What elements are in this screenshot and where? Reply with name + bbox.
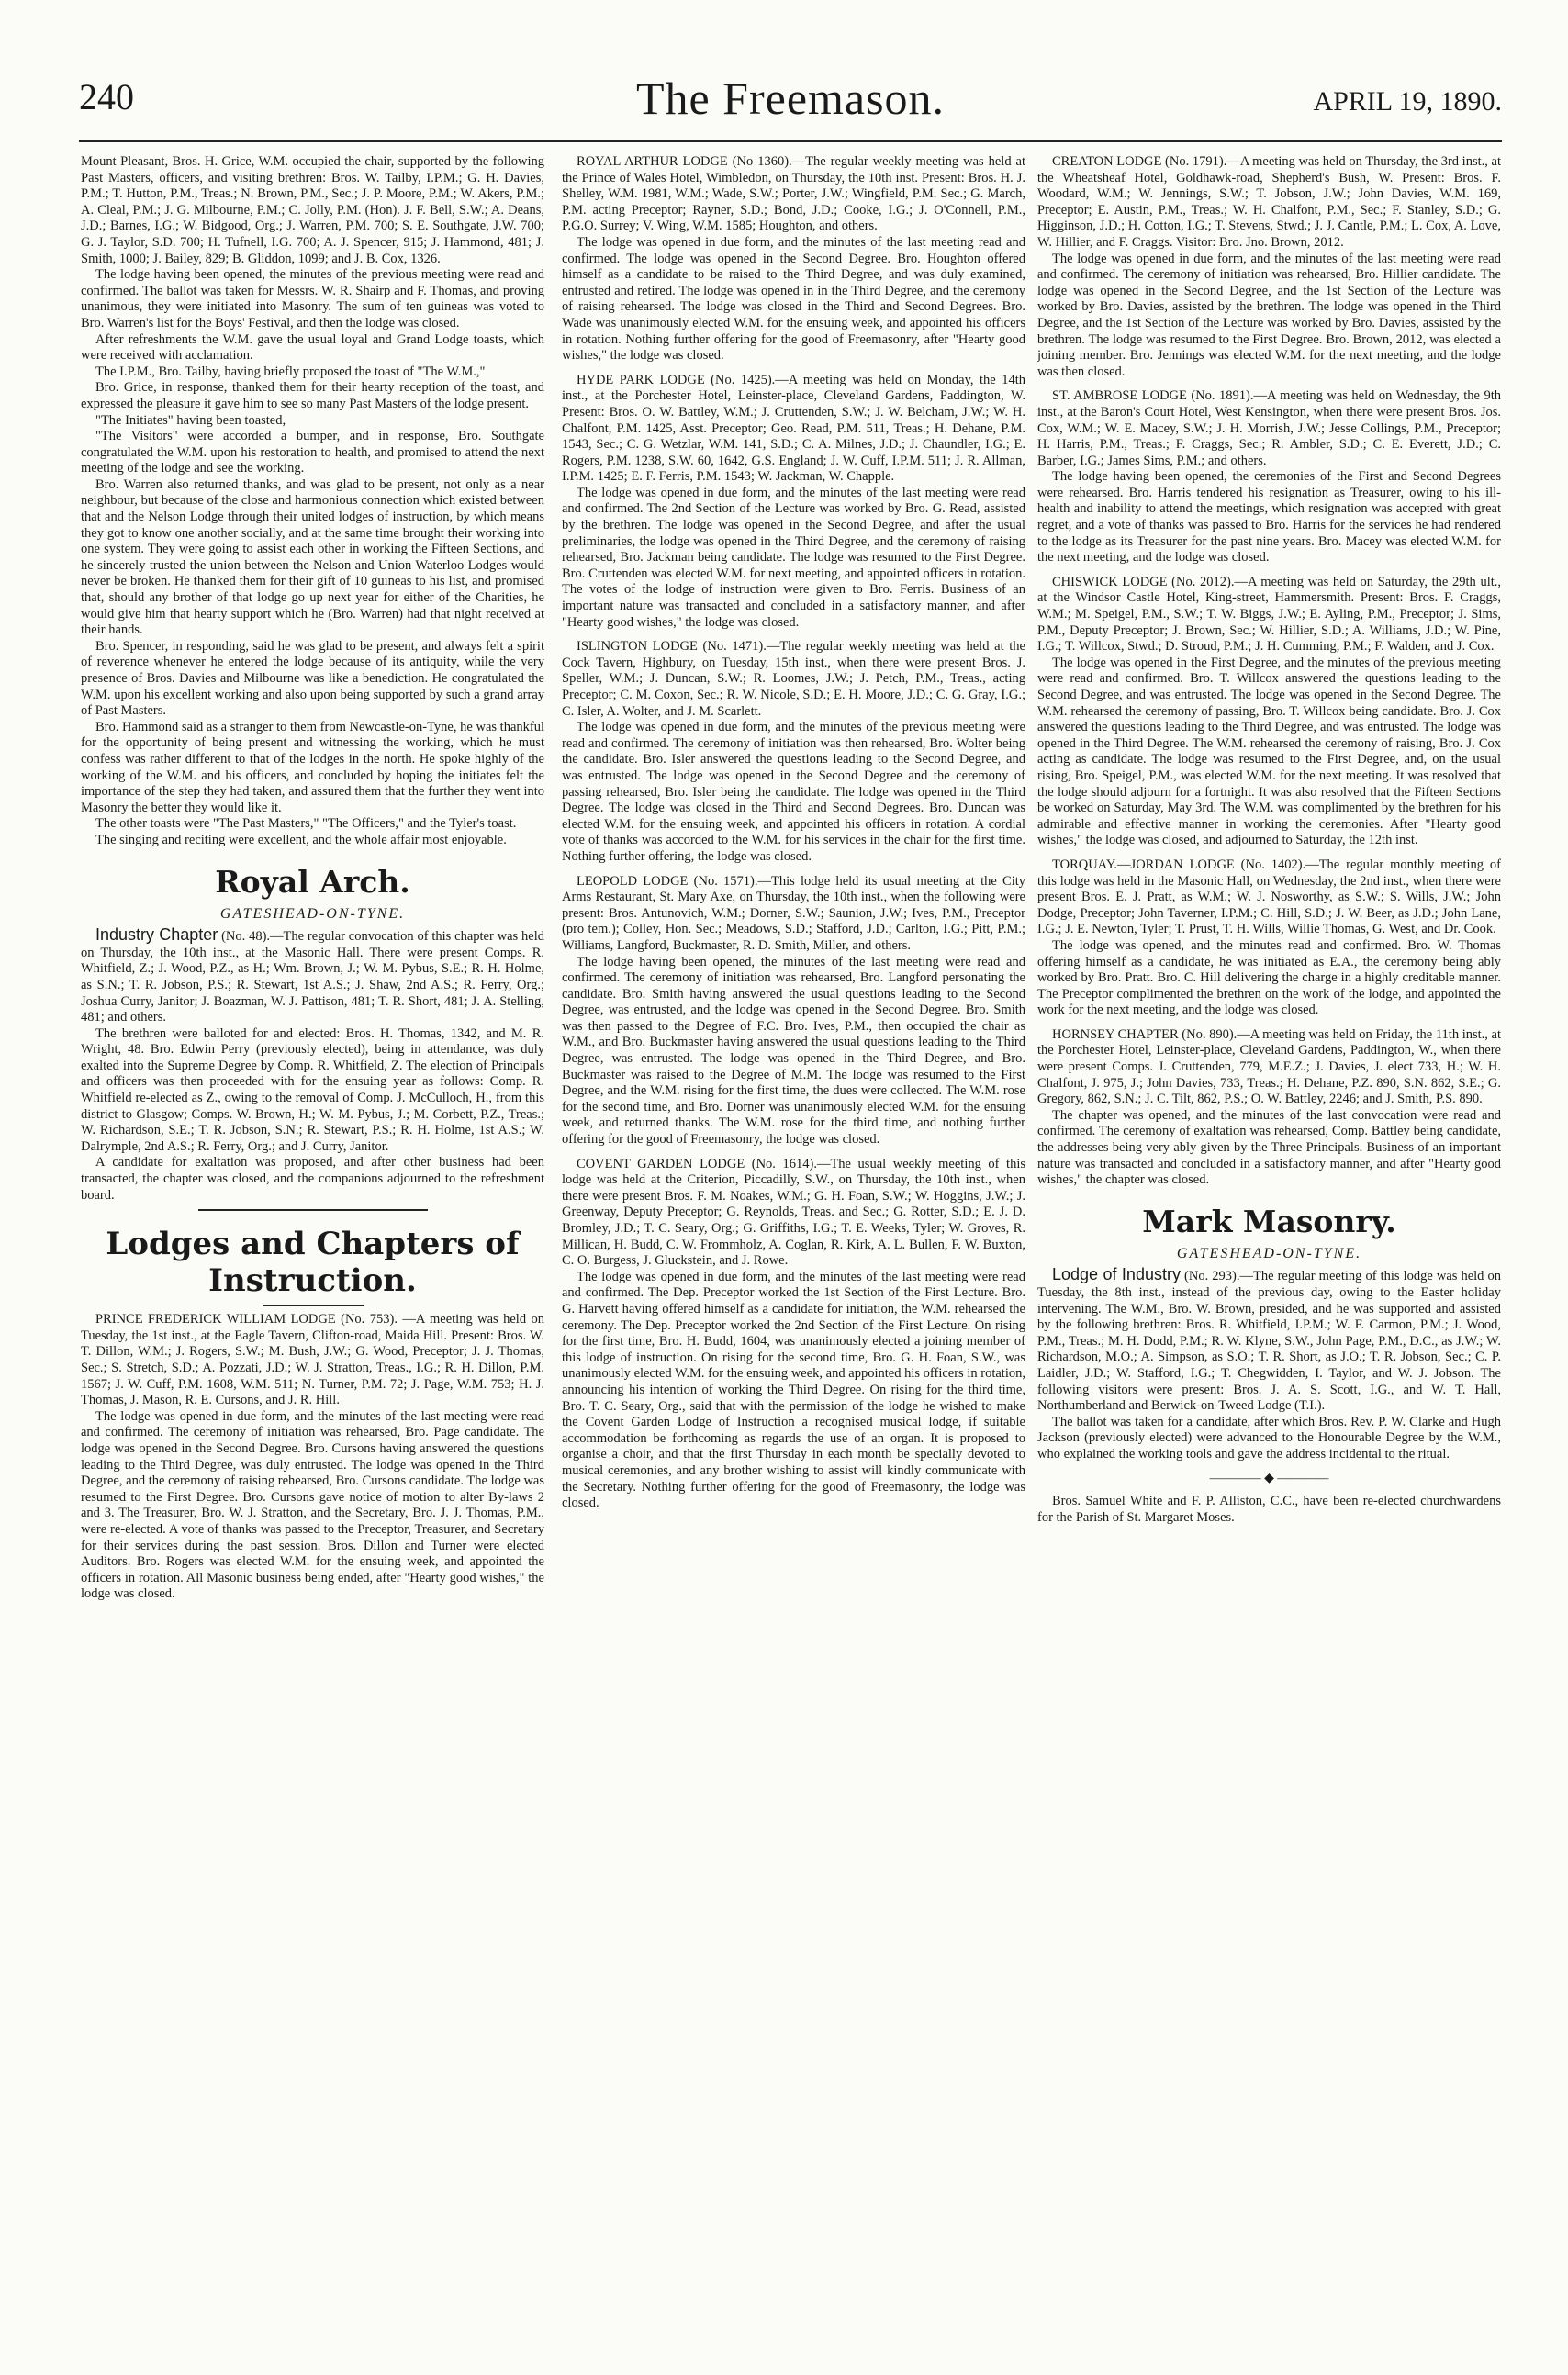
creaton-head: CREATON LODGE (No. 1791).	[1052, 154, 1227, 169]
st-ambrose-text: —A meeting was held on Wednesday, the 9th inst., at the Baron's Court Hotel, West Kensington, when there were present Bros. Jos. Cox, W.M.; W. E. Macey, S.W.; J. H. Morrish, J.W.; Jesse Collings, P.M., Preceptor; H. Harris, P.M., Treas.; F. Craggs, Sec.; R. Ambler, S.D.; C. E. Everett, J.D.; C. Barber, I.G.; James Sims, P.M.; and others.	[1037, 388, 1501, 468]
issue-date: APRIL 19, 1890.	[1313, 86, 1502, 117]
royal-arthur-text: —The regular weekly meeting was held at the Prince of Wales Hotel, Wimbledon, on Thursday, the 10th inst. Present: Bros. H. J. Shelley, W.M. 1981, W.M.; Wade, S.W.; Porter, J.W.; Wingfield, P.M. Sec.; G. March, P.M. acting Preceptor; Rayner, S.D.; Bond, J.D.; Cooke, I.G.; J. O'Connell, P.M., P.G.O. Surrey; V. Wing, W.M. 1585; Houghton, and others.	[562, 154, 1025, 234]
section-divider	[263, 1305, 364, 1306]
masthead	[79, 72, 1502, 130]
leopold-entry	[562, 874, 1025, 1148]
industry-chapter-name: Industry Chapter	[95, 925, 218, 945]
paragraph: Bro. Hammond said as a stranger to them from Newcastle-on-Tyne, he was thankful for the opportunity of being present and witnessing the working, which he must confess was rather different to that of the lodges in the north. He spoke highly of the working of the W.M. and his officers, and concluded by hoping the initiates felt the importance of the step they had taken, and assured them that the further they went into Masonry the better they would like it.	[81, 719, 544, 815]
paragraph: Bro. Spencer, in responding, said he was glad to be present, and always felt a spirit of reverence whenever he entered the lodge because of its antiquity, while the very presence of Bros. Davies and Milbourne was like a benediction. He congratulated the W.M. upon his excellent working and also upon being supported by such a grand array of Past Masters.	[81, 638, 544, 719]
industry-chapter-entry	[81, 927, 544, 1026]
covent-garden-text: —The usual weekly meeting of this lodge was held at the Criterion, Piccadilly, S.W., on Thursday, the 10th inst., when there were present Bros. F. M. Noakes, W.M.; G. H. Foan, S.W.; W. Hoggins, J.W.; J. Greenway, Deputy Preceptor; G. Reynolds, Treas. and Sec.; G. Rotter, S.D.; E. J. D. Bromley, J.D.; T. C. Seary, Org.; G. Griffiths, I.G.; T. E. Weeks, Tyler; W. Groves, R. Millican, H. Budd, C. W. Frommholz, A. Coglan, R. Kirk, A. L. Bullen, F. W. Buxton, C. O. Burgess, J. Gluckstein, and J. Rowe.	[562, 1156, 1025, 1269]
islington-head: ISLINGTON LODGE (No. 1471).	[577, 639, 767, 655]
creaton-text: —A meeting was held on Thursday, the 3rd inst., at the Wheatsheaf Hotel, Goldhawk-road, Shepherd's Bush, W. Present: Bros. F. Woodard, W.M.; W. Jennings, S.W.; T. Jobson, J.W.; John Davies, W.M. 169, Preceptor; E. Austin, P.M., Treas.; W. H. Chalfont, P.M., Sec.; F. Stanley, S.D.; G. Higginson, J.D.; H. Cotton, I.G.; T. Stevens, Stwd.; J. J. Cantle, P.M.; L. Cox, A. Love, W. Hillier, and F. Craggs. Visitor: Bro. Jno. Brown, 2012.	[1037, 154, 1501, 250]
paragraph: The lodge was opened in due form, and the minutes of the last meeting were read and confirmed. The ceremony of initiation was rehearsed, Bro. Hillier candidate. The lodge was opened in the Second Degree, and the 1st Section of the Lecture was worked by Bro. Davies, assisted by the brethren. The lodge was opened in the Third Degree, and the 1st Section of the Lecture was worked by Bro. Davies, assisted by the brethren. The lodge was resumed to the First Degree. Bro. Brown, 2012, was elected a joining member. Bro. Jennings was elected W.M. for the next meeting, and the lodge was then closed.	[1037, 251, 1501, 379]
creaton-entry	[1037, 154, 1501, 380]
header-rule	[79, 140, 1502, 142]
paragraph: After refreshments the W.M. gave the usual loyal and Grand Lodge toasts, which were received with acclamation.	[81, 331, 544, 364]
lodge-of-industry-name: Lodge of Industry	[1052, 1265, 1181, 1284]
paragraph: The other toasts were "The Past Masters," "The Officers," and the Tyler's toast.	[95, 816, 517, 832]
lodge-of-industry-text: —The regular meeting of this lodge was held on Tuesday, the 8th inst., instead of the previous day, owing to the Easter holiday intervening. The W.M., Bro. W. Brown, presided, and he was supported and assisted by the following brethren: Bros. R. Whitfield, I.P.M.; W. F. Carmon, P.M.; J. Wood, P.M., Treas.; M. H. Dodd, P.M.; R. W. Klyne, S.W., John Page, P.M., D.C., as J.W.; W. Richardson, M.O.; A. Simpson, as S.O.; T. R. Short, as J.O.; T. R. Jobson, Sec.; C. P. Laidler, J.D.; W. Stafford, I.G.; T. Chegwidden, I. Taylor, and W. J. Jobson. The following visitors were present: Bros. J. A. S. Scott, I.G., and W. T. Hall, Northumberland and Berwick-on-Tweed Lodge (T.I.).	[1037, 1269, 1501, 1414]
hyde-park-text: —A meeting was held on Monday, the 14th inst., at the Porchester Hotel, Leinster-place, Cleveland Gardens, Paddington, W. Present: Bros. O. W. Battley, W.M.; J. Cruttenden, S.W.; J. W. Belcham, J.W.; W. H. Chalfont, P.M. 1425, Asst. Preceptor; Geo. Read, P.M. 511, Treas.; H. Dehane, P.M. 1543, Sec.; C. G. Wetzlar, W.M. 141, S.D.; C. A. Milnes, J.D.; J. Chaundler, I.G.; E. Rogers, P.M. 1238, S.W. 60, 1642, G.S. England; J. W. Cuff, I.P.M. 511; J. R. Allman, I.P.M. 1425; E. F. Ferris, P.M. 1543; W. Jackman, W. Chapple.	[562, 372, 1025, 485]
torquay-head: TORQUAY.—JORDAN LODGE (No. 1402).	[1052, 857, 1306, 872]
lodge-of-industry-entry	[1037, 1267, 1501, 1414]
column-2	[562, 154, 1025, 2293]
lodges-heading-line-2: Instruction.	[208, 1262, 417, 1300]
royal-arch-place: GATESHEAD-ON-TYNE.	[219, 905, 406, 922]
journal-title: The Freemason.	[635, 73, 946, 124]
mark-masonry-heading: Mark Masonry.	[1142, 1203, 1396, 1239]
lodges-heading	[81, 1226, 544, 1262]
paragraph: Bro. Grice, in response, thanked them for their hearty reception of the toast, and expressed the pleasure it gave him to see so many Past Masters of the lodge present.	[81, 380, 544, 411]
paragraph: The lodge was opened in due form, and the minutes of the previous meeting were read and confirmed. The ceremony of initiation was then rehearsed, Bro. Wolter being the candidate. Bro. Isler answered the questions leading to the Second Degree, and was entrusted. The lodge was opened in the Second Degree and the ceremony of passing rehearsed, Bro. Isler being the candidate. The lodge was opened in the Third Degree. The lodge was closed in the Third and Second Degrees. Bro. Duncan was elected W.M. for the ensuing week, and appointed his officers in rotation. A cordial vote of thanks was accorded to the W.M. for his services in the chair for the first time. Nothing further offering, the lodge was closed.	[562, 720, 1025, 864]
paragraph: Mount Pleasant, Bros. H. Grice, W.M. occupied the chair, supported by the following Past Masters, officers, and visiting brethren: Bros. W. Tailby, I.P.M.; G. H. Davies, P.M.; T. Hutton, P.M., Treas.; N. Brown, P.M., Sec.; J. P. Moore, P.M.; W. Akers, P.M.; A. Cleal, P.M.; J. G. Milbourne, P.M.; C. Jolly, P.M. (Hon). J. F. Bell, S.W.; A. Deans, J.D.; Barnes, I.G.; W. Bidgood, Org.; J. Warren, P.M. 700; S. E. Southgate, J.W. 700; G. J. Taylor, S.D. 700; H. Tufnell, I.G. 700; A. J. Spencer, 915; J. Hammond, 481; J. Smith, 1000; J. Bailey, 829; B. Gliddon, 1099; and J. B. Cox, 1326.	[81, 154, 544, 266]
royal-arthur-entry	[562, 154, 1025, 364]
leopold-text: —This lodge held its usual meeting at the City Arms Restaurant, St. Mary Axe, on Thursday, the 10th inst., when the following were present: Bros. Antunovich, W.M.; Dorner, S.W.; Saunion, J.W.; Ives, P.M., Preceptor (pro tem.); Colley, Hon. Sec.; Meadows, S.D.; Stafford, J.D.; Carlton, I.G.; Pitt, P.M.; Williams, Langford, Buckmaster, R. D. Smith, Miller, and others.	[562, 873, 1025, 953]
paragraph: The lodge was opened, and the minutes read and confirmed. Bro. W. Thomas offering himself as a candidate, he was initiated as E.A., the ceremony being ably worked by Bro. Pratt. Bro. C. Hill delivering the charge in a highly creditable manner. The Preceptor complimented the brethren on the work of the lodge, and appointed the work for the next meeting, and the lodge was closed.	[1037, 937, 1501, 1018]
page-number: 240	[79, 76, 134, 118]
islington-entry	[562, 639, 1025, 865]
royal-arthur-head: ROYAL ARTHUR LODGE (No 1360).	[577, 154, 792, 169]
paragraph: The I.P.M., Bro. Tailby, having briefly proposed the toast of "The W.M.,"	[95, 364, 486, 379]
hornsey-head: HORNSEY CHAPTER (No. 890).	[1052, 1026, 1238, 1042]
column-1	[81, 154, 544, 2293]
paragraph: The lodge was opened in due form, and the minutes of the last meeting read and confirmed. The lodge was opened in the Second Degree. Bro. Houghton offered himself as a candidate to be raised to the Third Degree, and was duly examined, entrusted and retired. The lodge was opened in in the Third Degree, and the ceremony of raising rehearsed. The lodge was closed in the Third and Second Degrees. Bro. Wade was unanimously elected W.M. for the ensuing week, and appointed his officers in rotation. Nothing further offering for the good of Freemasonry, after "Hearty good wishes," the lodge was closed.	[562, 234, 1025, 364]
torquay-text: —The regular monthly meeting of this lodge was held in the Masonic Hall, on Wednesday, the 2nd inst., when there were present Bros. E. J. Pratt, as W.M.; W. J. Nosworthy, as S.W.; S. Wills, J.W.; John Dodge, Preceptor; John Taverner, I.P.M.; C. Hill, S.D.; J. W. Beer, as J.D.; John Lane, I.G.; J. E. Newton, Tyler; T. Prust, T. H. Wills, Willie Thomas, G. West, and Dr. Cook.	[1037, 857, 1501, 937]
pfw-lodge-entry	[81, 1312, 544, 1409]
paragraph: The lodge was opened in due form, and the minutes of the last meeting were read and confirmed. The Dep. Preceptor worked the 1st Section of the First Lecture. Bro. G. Harvett having offered himself as a candidate for initiation, the W.M. rehearsed the ceremony. The Dep. Preceptor worked the 2nd Section of the First Lecture. On rising for the first time, Bro. H. Budd, 1604, was unanimously elected a joining member of this lodge of instruction. On rising for the second time, Bro. G. H. Foan, S.W., was unanimously elected W.M. for the ensuing week, and appointed his officers in rotation, announcing his intention of working the Third Degree. On rising for the third time, Bro. T. C. Seary, Org., said that with the permission of the lodge he wished to make the Covent Garden Lodge of Instruction a recognised musical lodge, if suitable accommodation be forthcoming as regards the use of an organ. It is proposed to organise a choir, and that the first Thursday in each month be specially devoted to musical ceremonies, and any brother wishing to assist will kindly communicate with the Secretary. Nothing further offering for the good of Freemasonry, the lodge was closed.	[562, 1269, 1025, 1511]
leopold-head: LEOPOLD LODGE (No. 1571).	[577, 873, 758, 889]
lodges-heading-line-1: Lodges and Chapters of	[106, 1226, 520, 1263]
column-3	[1037, 154, 1501, 2293]
hornsey-entry	[1037, 1027, 1501, 1189]
pfw-lodge-text: —A meeting was held on Tuesday, the 1st inst., at the Eagle Tavern, Clifton-road, Maida Hill. Present: Bros. W. T. Dillon, W.M.; J. Rogers, S.W.; M. Bush, J.W.; G. Wood, Preceptor; J. J. Thomas, Sec.; S. Stretch, S.D.; A. Pozzati, J.D.; W. J. Stratton, Treas., I.G.; R. H. Dillon, P.M. 1567; J. W. Cuff, P.M. 1608, W.M. 511; N. Turner, P.M. 72; J. Page, W.M. 753; H. J. Thomas, J. Mason, R. E. Cursons, and J. R. Hill.	[81, 1312, 544, 1408]
st-ambrose-head: ST. AMBROSE LODGE (No. 1891).	[1052, 388, 1254, 404]
hyde-park-entry	[562, 373, 1025, 632]
paragraph: The lodge was opened in due form, and the minutes of the last meeting were read and confirmed. The 2nd Section of the Lecture was worked by Bro. G. Read, assisted by the brethren. The lodge was opened in the Second Degree, and after the usual preliminaries, the lodge was opened in the Third Degree, and the ceremony of raising rehearsed, Bro. Jackman being candidate. The lodge was resumed to the First Degree. Bro. Cruttenden was elected W.M. for next meeting, and appointed officers in rotation. The votes of the lodge of instruction were given to Bro. Ferris. Business of an important nature was transacted and concluded in a satisfactory manner, and after "Hearty good wishes," the lodge was closed.	[562, 485, 1025, 630]
ornament-divider: ———— ◆ ————	[1209, 1471, 1329, 1485]
paragraph: Bro. Warren also returned thanks, and was glad to be present, not only as a near neighbour, but because of the close and harmonious connection which existed between that and the Nelson Lodge through their united lodges of instruction, by which means they got to know one another socially, and at the same time brought their working into one system. They were going to assist each other in working the Fifteen Sections, and he sincerely trusted the union between the Nelson and Union Waterloo Lodges would never be broken. He thanked them for their gift of 10 guineas to his list, and promised that, should any brother of that lodge go up next year for either of the Charities, he would give him that hearty support which he (Bro. Warren) had that night received at their hands.	[81, 476, 544, 638]
paragraph: The ballot was taken for a candidate, after which Bros. Rev. P. W. Clarke and Hugh Jackson (previously elected) were advanced to the Honourable Degree by the W.M., who explained the working tools and gave the address incidental to the ritual.	[1037, 1414, 1501, 1462]
islington-text: —The regular weekly meeting was held at the Cock Tavern, Highbury, on Tuesday, 15th inst., when there were present Bros. J. Speller, W.M.; J. Duncan, S.W.; R. Loomes, J.W.; J. Petch, P.M., Treas., acting Preceptor; C. M. Coxon, Sec.; R. W. Nicole, S.D.; E. H. Moore, J.D.; C. G. Gray, I.G.; C. Isler, A. Wolter, and J. M. Scarlett.	[562, 639, 1025, 719]
industry-chapter-number: (No. 48).	[221, 929, 271, 945]
paragraph: The lodge having been opened, the minutes of the previous meeting were read and confirmed. The ballot was taken for Messrs. W. R. Shairp and F. Thomas, and proving unanimous, they were initiated into Masonry. The sum of ten guineas was voted to Bro. Warren's list for the Boys' Festival, and then the lodge was closed.	[81, 267, 544, 330]
lodges-heading-2	[81, 1262, 544, 1299]
chiswick-entry	[1037, 575, 1501, 849]
paragraph: "The Visitors" were accorded a bumper, and in response, Bro. Southgate congratulated the W.M. upon his restoration to health, and promised to attend the next meeting of the lodge and see the working.	[81, 429, 544, 476]
mark-masonry-place: GATESHEAD-ON-TYNE.	[1176, 1245, 1362, 1261]
chiswick-head: CHISWICK LODGE (No. 2012).	[1052, 574, 1235, 589]
lodge-of-industry-number: (No. 293).	[1184, 1269, 1240, 1284]
paragraph: "The Initiates" having been toasted,	[95, 412, 286, 428]
paragraph: The lodge having been opened, the minutes of the last meeting were read and confirmed. The ceremony of initiation was rehearsed, Bro. Langford personating the candidate. Bro. Smith having answered the usual questions leading to the Second Degree, was entrusted, and the lodge was opened in the Second Degree. Bro. Smith was then passed to the Degree of F.C. Bro. Ives, P.M., then occupied the chair as W.M., and Bro. Buckmaster having answered the usual questions leading to the Third Degree, was entrusted. The lodge was opened in the Third Degree, and Bro. Buckmaster was raised to the Degree of M.M. The lodge was resumed to the First Degree, and the W.M. rising for the first time, the dues were collected. The W.M. rose for the second time, and Bro. Dorner was unanimously elected W.M. for the ensuing week, and returned thanks. The W.M. rose for the third time, and nothing further offering for the good of Freemasonry, the lodge was closed.	[562, 954, 1025, 1148]
section-divider	[198, 1209, 428, 1211]
st-ambrose-entry	[1037, 388, 1501, 566]
torquay-entry	[1037, 857, 1501, 1019]
paragraph: The lodge was opened in due form, and the minutes of the last meeting were read and confirmed. The ceremony of initiation was rehearsed, Bro. Page candidate. The lodge was opened in the Second Degree. Bro. Cursons having answered the questions leading to the Third Degree, was duly entrusted. The lodge was opened in the Third Degree, and the ceremony of raising rehearsed, Bro. Cursons candidate. The lodge was resumed to the First Degree. Bro. Cursons gave notice of motion to alter By-laws 2 and 3. The Treasurer, Bro. W. J. Stratton, and the Secretary, Bro. J. J. Thomas, P.M., were re-elected. A vote of thanks was passed to the Preceptor, Treasurer, and Secretary for their services during the past session. Bros. Dillon and Turner were elected Auditors. Bro. Rogers was elected W.M. for the ensuing week, and appointed the officers in rotation. All Masonic business being ended, after "Hearty good wishes," the lodge was closed.	[81, 1408, 544, 1602]
hyde-park-head: HYDE PARK LODGE (No. 1425).	[577, 372, 776, 387]
industry-chapter-text: —The regular convocation of this chapter was held on Thursday, the 10th inst., at the Masonic Hall. There were present Comps. R. Whitfield, Z.; J. Wood, P.Z., as H.; Wm. Brown, J.; W. M. Pybus, S.E.; R. H. Holme, as S.N.; T. R. Jobson, P.S.; R. Stewart, 1st A.S.; J. Shaw, 2nd A.S.; R. Ferry, Org.; Joshua Curry, Janitor; J. Boazman, W. J. Pattison, 481; T. R. Short, 481; J. A. Stelling, 481; and others.	[81, 929, 544, 1025]
paragraph: The chapter was opened, and the minutes of the last convocation were read and confirmed. The ceremony of exaltation was rehearsed, Comp. Battley being candidate, the addresses being very ably given by the Three Principals. Business of an important nature was transacted and concluded in a satisfactory manner, and after "Hearty good wishes," the chapter was closed.	[1037, 1107, 1501, 1188]
paragraph: The singing and reciting were excellent, and the whole affair most enjoyable.	[95, 832, 507, 847]
royal-arch-heading: Royal Arch.	[215, 863, 410, 900]
hornsey-text: —A meeting was held on Friday, the 11th inst., at the Porchester Hotel, Leinster-place, Cleveland Gardens, Paddington, W., when there were present Comps. J. Cruttenden, 779, M.E.Z.; J. Davies, J. elect 733, H.; W. H. Chalfont, J. 975, J.; John Davies, 733, Treas.; H. Dehane, P.Z. 890, S.N. 862, S.E.; G. Gregory, 862, S.N.; J. C. Tilt, 862, P.S.; O. W. Battley, 2246; and J. Smith, P.S. 890.	[1037, 1026, 1501, 1107]
paragraph: A candidate for exaltation was proposed, and after other business had been transacted, the chapter was closed, and the companions adjourned to the refreshment board.	[81, 1155, 544, 1203]
churchwardens-note: Bros. Samuel White and F. P. Alliston, C.C., have been re-elected churchwardens for the Parish of St. Margaret Moses.	[1037, 1494, 1501, 1525]
covent-garden-entry	[562, 1157, 1025, 1512]
pfw-lodge-head: PRINCE FREDERICK WILLIAM LODGE (No. 753).	[95, 1312, 398, 1328]
chiswick-text: —A meeting was held on Saturday, the 29th ult., at the Windsor Castle Hotel, King-street, Hammersmith. Present: Bros. F. Craggs, W.M.; M. Speigel, P.M., S.W.; T. W. Biggs, J.W.; E. Ayling, P.M., Preceptor; J. Sims, P.M., Deputy Preceptor; J. Brown, Sec.; W. Hillier, S.D.; A. Williams, J.D.; W. Pine, I.G.; T. Willcox, Stwd.; D. Stroud, P.M.; J. H. Cumming, P.M.; F. Walden, and J. Cox.	[1037, 574, 1501, 655]
paragraph: The brethren were balloted for and elected: Bros. H. Thomas, 1342, and M. R. Wright, 48. Bro. Edwin Perry (previously elected), being in attendance, was duly exalted into the Supreme Degree by Comp. R. Whitfield, Z. The election of Principals and officers was then proceeded with for the ensuing year as follows: Comp. R. Whitfield re-elected as Z., owing to the removal of Comp. J. McCulloch, H., from this district to Glasgow; Comps. W. Brown, H.; W. M. Pybus, J.; M. Corbett, P.Z., Treas.; W. Richardson, S.E.; T. R. Jobson, S.N.; R. Stewart, P.S.; R. H. Holme, 1st A.S.; W. Dalrymple, 2nd A.S.; R. Ferry, Org.; and J. Curry, Janitor.	[81, 1025, 544, 1154]
covent-garden-head: COVENT GARDEN LODGE (No. 1614).	[577, 1156, 817, 1171]
paragraph: The lodge having been opened, the ceremonies of the First and Second Degrees were rehearsed. Bro. Harris tendered his resignation as Treasurer, owing to his ill-health and inability to attend the meetings, which resignation was accepted with great regret, and a vote of thanks was passed to Bro. Harris for the services he had rendered to the lodge as its Treasurer for the past nine years. Bro. Macey was elected W.M. for the next meeting, and the lodge was closed.	[1037, 469, 1501, 566]
paragraph: The lodge was opened in the First Degree, and the minutes of the previous meeting were read and confirmed. Bro. T. Willcox answered the questions leading to the Second Degree, and was entrusted. The lodge was opened in the Second Degree. The W.M. rehearsed the ceremony of passing, Bro. T. Willcox being candidate. Bro. J. Cox answered the questions leading to the Third Degree, and was entrusted. The lodge was opened in the Third Degree. The W.M. rehearsed the ceremony of raising, Bro. J. Cox acting as candidate. The lodge was resumed to the First Degree, and, on the usual rising, Bro. Speigel, P.M., was elected W.M. for the next meeting. It was resolved that the lodge should adjourn for a fortnight. It was also resolved that the Fifteen Sections be worked on Saturday, May 3rd. The W.M. was complimented by the brethren for his admirable and effective manner in working the ceremonies. After "Hearty good wishes," the lodge was closed, and adjourned to Saturday, the 12th inst.	[1037, 655, 1501, 848]
